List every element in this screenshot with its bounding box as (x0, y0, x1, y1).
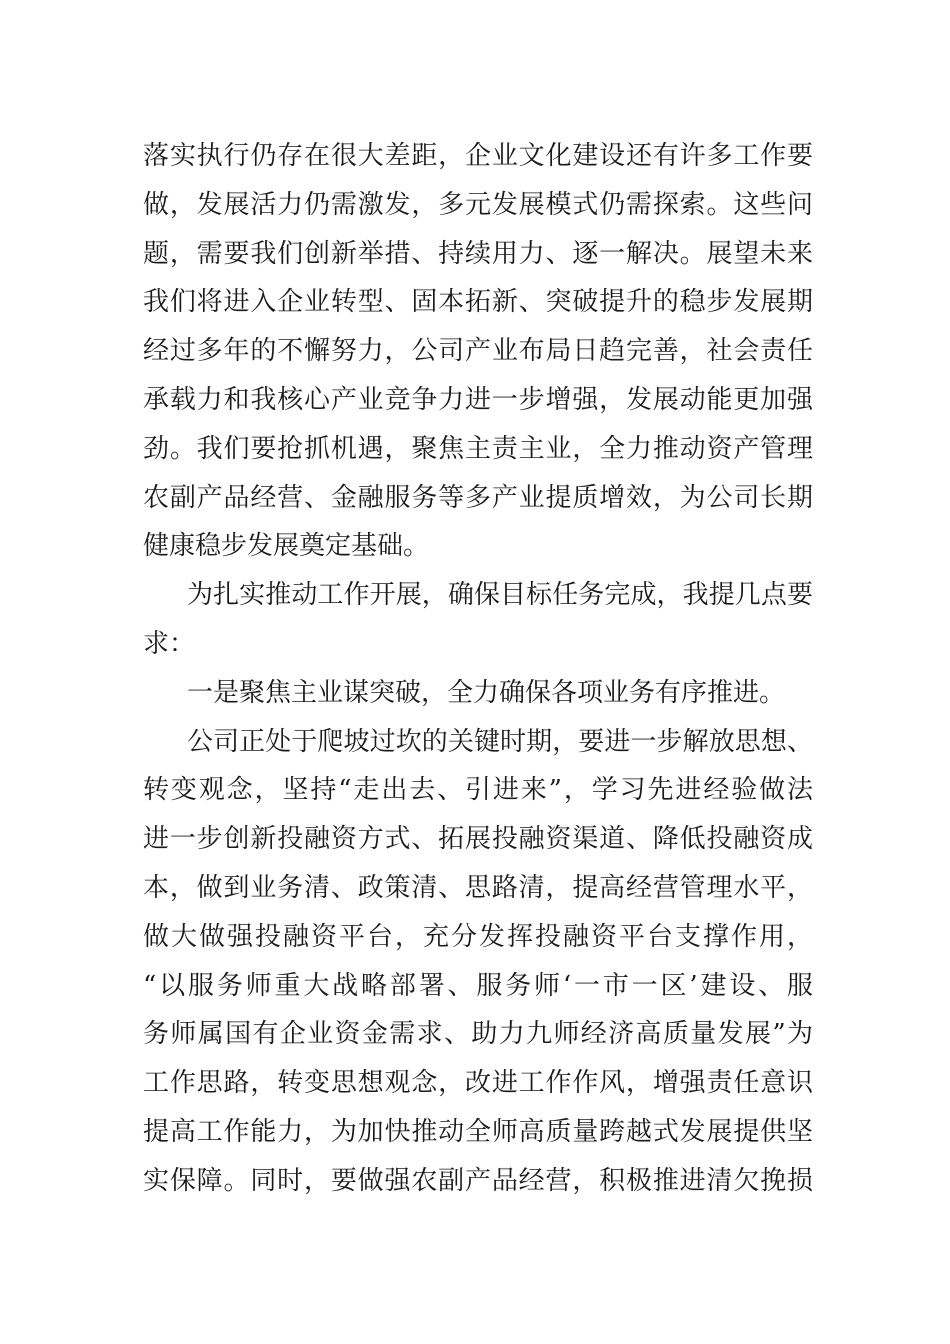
text-line: 务师属国有企业资金需求、助力九师经济高质量发展”为 (143, 1019, 813, 1050)
text-line: 落实执行仍存在很大差距，企业文化建设还有许多工作要 (143, 141, 813, 171)
text-line: 进一步创新投融资方式、拓展投融资渠道、降低投融资成 (143, 824, 813, 855)
text-line: “以服务师重大战略部署、服务师‘一市一区’建设、服 (143, 970, 813, 1001)
text-line: 做大做强投融资平台，充分发挥投融资平台支撑作用， (143, 921, 813, 952)
text-line: 工作思路，转变思想观念，改进工作作风，增强责任意识 (143, 1068, 813, 1099)
document-body (143, 132, 813, 1206)
text-line: 转变观念，坚持“走出去、引进来”，学习先进经验做法 (143, 775, 813, 806)
text-line: 实保障。同时，要做强农副产品经营，积极推进清欠挽损 (143, 1165, 813, 1196)
text-line: 农副产品经营、金融服务等多产业提质增效，为公司长期 (143, 482, 813, 513)
text-line: 做，发展活力仍需激发，多元发展模式仍需探索。这些问 (143, 189, 813, 220)
text-line: 题，需要我们创新举措、持续用力、逐一解决。展望未来 (143, 238, 813, 269)
text-line: 劲。我们要抢抓机遇，聚焦主责主业，全力推动资产管理 (143, 433, 813, 464)
text-line: 为扎实推动工作开展，确保目标任务完成，我提几点要 (187, 580, 813, 611)
text-line: 健康稳步发展奠定基础。 (143, 531, 430, 562)
text-line: 承载力和我核心产业竞争力进一步增强，发展动能更加强 (143, 384, 813, 415)
text-line: 提高工作能力，为加快推动全师高质量跨越式发展提供坚 (143, 1116, 813, 1147)
text-line: 公司正处于爬坡过坎的关键时期，要进一步解放思想、 (187, 726, 813, 757)
text-line: 经过多年的不懈努力，公司产业布局日趋完善，社会责任 (143, 336, 813, 367)
text-line: 本，做到业务清、政策清、思路清，提高经营管理水平， (143, 872, 813, 903)
text-line: 我们将进入企业转型、固本拓新、突破提升的稳步发展期 (143, 287, 813, 318)
text-line: 求： (143, 628, 196, 659)
section-heading: 一是聚焦主业谋突破，全力确保各项业务有序推进。 (187, 677, 786, 708)
